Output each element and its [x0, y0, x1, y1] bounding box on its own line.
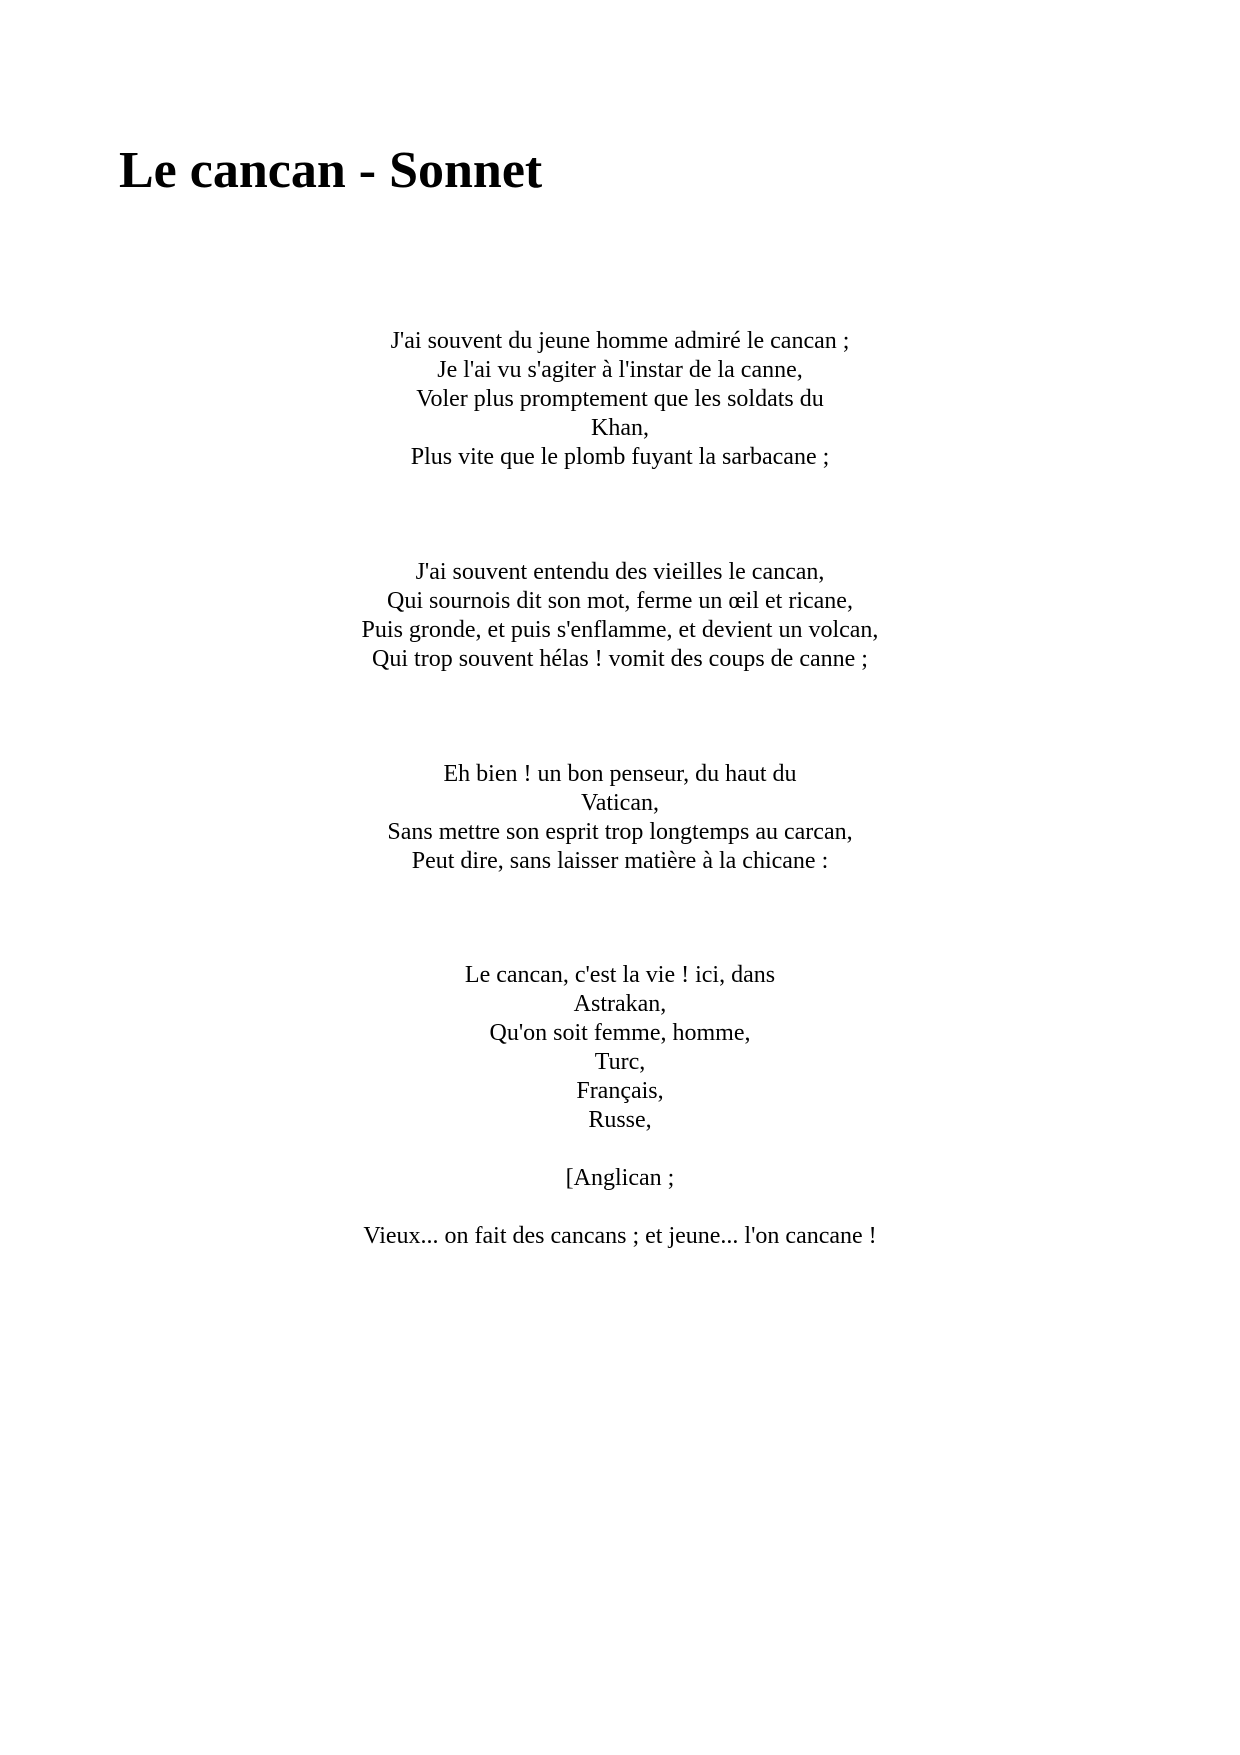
stanza-2 — [0, 558, 1240, 674]
poem-line: Qui trop souvent hélas ! vomit des coups de canne ; — [372, 646, 868, 672]
poem-line: Puis gronde, et puis s'enflamme, et devient un volcan, — [361, 617, 879, 643]
poem-line: Russe, — [588, 1107, 652, 1133]
stanza-1 — [0, 327, 1240, 472]
poem-line: Peut dire, sans laisser matière à la chicane : — [411, 848, 829, 874]
page-title: Le cancan - Sonnet — [119, 142, 543, 199]
poem-line: Astrakan, — [573, 991, 667, 1017]
poem-line: Turc, — [594, 1049, 646, 1075]
poem-line: Vatican, — [581, 790, 659, 816]
poem-line: [Anglican ; — [565, 1165, 675, 1191]
poem-line: Qui sournois dit son mot, ferme un œil et ricane, — [387, 588, 853, 614]
poem-line: J'ai souvent entendu des vieilles le cancan, — [415, 559, 825, 585]
poem-line: Voler plus promptement que les soldats du — [416, 386, 824, 412]
poem-line: J'ai souvent du jeune homme admiré le cancan ; — [390, 328, 850, 354]
poem-line: Vieux... on fait des cancans ; et jeune... l'on cancane ! — [363, 1223, 877, 1249]
stanza-4 — [0, 961, 1240, 1251]
poem-line: Le cancan, c'est la vie ! ici, dans — [464, 962, 776, 988]
line-gap — [0, 1135, 1240, 1164]
poem-line: Sans mettre son esprit trop longtemps au carcan, — [387, 819, 853, 845]
poem-line: Je l'ai vu s'agiter à l'instar de la canne, — [437, 357, 803, 383]
stanza-3 — [0, 760, 1240, 876]
line-gap — [0, 1193, 1240, 1222]
poem-line: Français, — [576, 1078, 664, 1104]
poem-line: Khan, — [591, 415, 649, 441]
poem-line: Qu'on soit femme, homme, — [489, 1020, 751, 1046]
poem-line: Plus vite que le plomb fuyant la sarbacane ; — [410, 444, 830, 470]
poem-line: Eh bien ! un bon penseur, du haut du — [443, 761, 797, 787]
